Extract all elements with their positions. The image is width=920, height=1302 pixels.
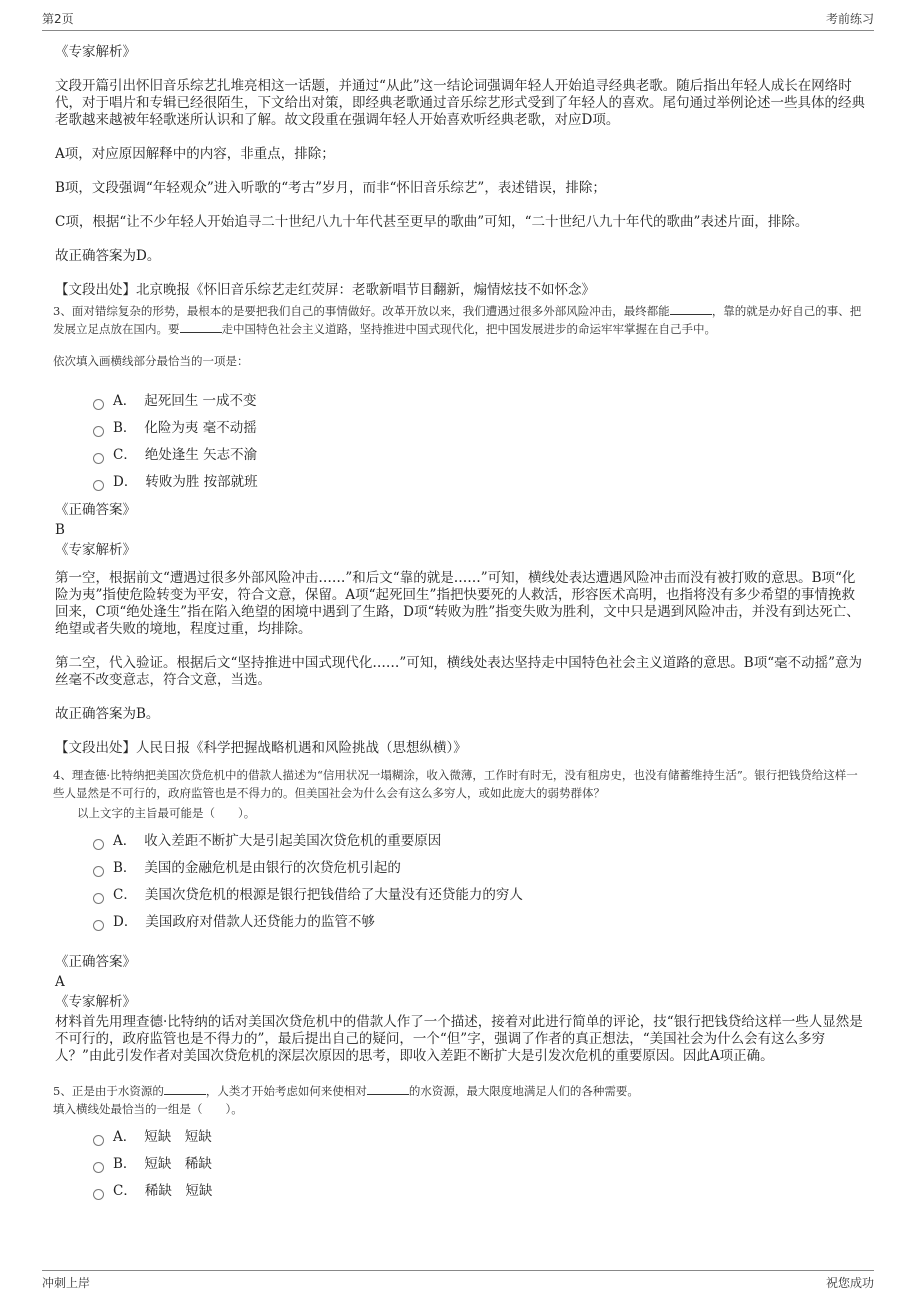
option-b[interactable]: B． 化险为夷 毫不动摇 xyxy=(93,415,867,442)
correct-answer-value: B xyxy=(55,522,65,538)
option-d[interactable]: D． 转败为胜 按部就班 xyxy=(93,469,867,496)
radio-icon[interactable] xyxy=(93,866,104,877)
analysis-option-b: B项，文段强调“年轻观众”进入听歌的“考古”岁月，而非“怀旧音乐综艺”，表述错误，排除； xyxy=(55,180,606,196)
option-b[interactable]: B． 短缺 稀缺 xyxy=(93,1151,867,1178)
page-content xyxy=(55,44,867,1211)
answer-conclusion: 故正确答案为D。 xyxy=(55,248,161,264)
option-d[interactable]: D． 美国政府对借款人还贷能力的监管不够 xyxy=(93,909,867,936)
page-number: 第2页 xyxy=(42,12,74,26)
analysis-paragraph: 文段开篇引出怀旧音乐综艺扎堆亮相这一话题，并通过“从此”这一结论词强调年轻人开始追寻经典老歌。随后指出年轻人成长在网络时代，对于唱片和专辑已经很陌生，下文给出对策，即经典老歌通过音乐综艺形式受到了年轻人的喜欢。尾句通过举例论述一些具体的经典老歌越来越被年轻歌迷所认识和了解。故文段重在强调年轻人开始喜欢听经典老歌，对应D项。 xyxy=(55,78,865,128)
radio-icon[interactable] xyxy=(93,480,104,491)
analysis-option-a: A项，对应原因解释中的内容，非重点，排除； xyxy=(55,146,335,162)
question-5-prompt: 填入横线处最恰当的一组是（ ）。 xyxy=(53,1102,243,1116)
page-footer xyxy=(42,1270,874,1296)
radio-icon[interactable] xyxy=(93,399,104,410)
analysis-paragraph: 材料首先用理查德·比特纳的话对美国次贷危机中的借款人作了一个描述，接着对此进行简单的评论，技“银行把钱贷给这样一些人显然是不可行的，政府监管也是不得力的”，最后提出自己的疑问，一个“但”字，强调了作者的真正想法，“美国社会为什么会有这么多穷人？”由此引发作者对美国次贷危机的深层次原因的思考，即收入差距不断扩大是引发次危机的重要原因。因此A项正确。 xyxy=(55,1014,863,1064)
question-4-options xyxy=(93,828,867,936)
expert-analysis-label: 《专家解析》 xyxy=(55,542,136,558)
footer-right-text: 祝您成功 xyxy=(825,1276,874,1290)
expert-analysis-label: 《专家解析》 xyxy=(55,994,136,1010)
option-a[interactable]: A． 收入差距不断扩大是引起美国次贷危机的重要原因 xyxy=(93,828,867,855)
question-4-stem: 4、理查德·比特纳把美国次贷危机中的借款人描述为“信用状况一塌糊涂，收入微薄，工作时有时无，没有租房史，也没有储蓄维持生活”。银行把钱贷给这样一些人显然是不可行的，政府监管也是不得力的。但美国社会为什么会有这么多穷人，或如此庞大的弱势群体？ xyxy=(53,768,858,800)
fill-blank xyxy=(180,321,222,333)
radio-icon[interactable] xyxy=(93,839,104,850)
analysis-option-c: C项，根据“让不少年轻人开始追寻二十世纪八九十年代甚至更早的歌曲”可知，“二十世纪八九十年代的歌曲”表述片面，排除。 xyxy=(55,214,809,230)
page-header xyxy=(42,10,874,31)
correct-answer-label: 《正确答案》 xyxy=(55,502,136,518)
answer-conclusion: 故正确答案为B。 xyxy=(55,706,160,722)
correct-answer-label: 《正确答案》 xyxy=(55,954,136,970)
fill-blank xyxy=(164,1083,206,1095)
header-title: 考前练习 xyxy=(825,12,874,26)
question-5-stem: 5、正是由于水资源的 ，人类才开始考虑如何来使相对 的水资源，最大限度地满足人们的各种需要。 xyxy=(53,1084,639,1098)
source-citation: 【文段出处】人民日报《科学把握战略机遇和风险挑战（思想纵横）》 xyxy=(55,740,467,756)
radio-icon[interactable] xyxy=(93,1189,104,1200)
question-5-options xyxy=(93,1124,867,1205)
analysis-paragraph: 第一空，根据前文“遭遇过很多外部风险冲击……”和后文“靠的就是……”可知，横线处表达遭遇风险冲击而没有被打败的意思。B项“化险为夷”指使危险转变为平安，符合文意，保留。A项“起死回生”指把快要死的人救活，形容医术高明，也指将没有多少希望的事情挽救回来，C项“绝处逢生”指在陷入绝望的困境中遇到了生路，D项“转败为胜”指变失败为胜利，文中只是遇到风险冲击，并没有到达死亡、绝望或者失败的境地，程度过重，均排除。 xyxy=(55,570,860,637)
source-citation: 【文段出处】北京晚报《怀旧音乐综艺走红荧屏：老歌新唱节目翻新，煽情炫技不如怀念》 xyxy=(55,282,595,298)
option-a[interactable]: A． 起死回生 一成不变 xyxy=(93,388,867,415)
option-c[interactable]: C． 绝处逢生 矢志不渝 xyxy=(93,442,867,469)
fill-blank xyxy=(670,303,712,315)
option-a[interactable]: A． 短缺 短缺 xyxy=(93,1124,867,1151)
radio-icon[interactable] xyxy=(93,1162,104,1173)
radio-icon[interactable] xyxy=(93,920,104,931)
question-4-prompt: 以上文字的主旨最可能是（ ）。 xyxy=(77,806,256,820)
radio-icon[interactable] xyxy=(93,893,104,904)
fill-blank xyxy=(367,1083,409,1095)
question-3-options xyxy=(93,388,867,496)
correct-answer-value: A xyxy=(55,974,65,990)
radio-icon[interactable] xyxy=(93,453,104,464)
radio-icon[interactable] xyxy=(93,426,104,437)
expert-analysis-label: 《专家解析》 xyxy=(55,44,136,60)
analysis-paragraph: 第二空，代入验证。根据后文“坚持推进中国式现代化……”可知，横线处表达坚持走中国特色社会主义道路的意思。B项“毫不动摇”意为丝毫不改变意志，符合文意，当选。 xyxy=(55,655,863,688)
option-b[interactable]: B． 美国的金融危机是由银行的次贷危机引起的 xyxy=(93,855,867,882)
option-c[interactable]: C． 美国次贷危机的根源是银行把钱借给了大量没有还贷能力的穷人 xyxy=(93,882,867,909)
question-3-stem: 3、面对错综复杂的形势，最根本的是要把我们自己的事情做好。改革开放以来，我们遭遇过很多外部风险冲击，最终都能 ，靠的就是办好自己的事、把发展立足点放在国内。要 走中国特色社会主义道路，坚持推进中国式现代化，把中国发展进步的命运牢牢掌握在自己手中。 xyxy=(53,304,862,336)
question-3-prompt: 依次填入画横线部分最恰当的一项是： xyxy=(53,354,249,368)
option-c[interactable]: C． 稀缺 短缺 xyxy=(93,1178,867,1205)
footer-left-text: 冲刺上岸 xyxy=(42,1276,91,1290)
radio-icon[interactable] xyxy=(93,1135,104,1146)
